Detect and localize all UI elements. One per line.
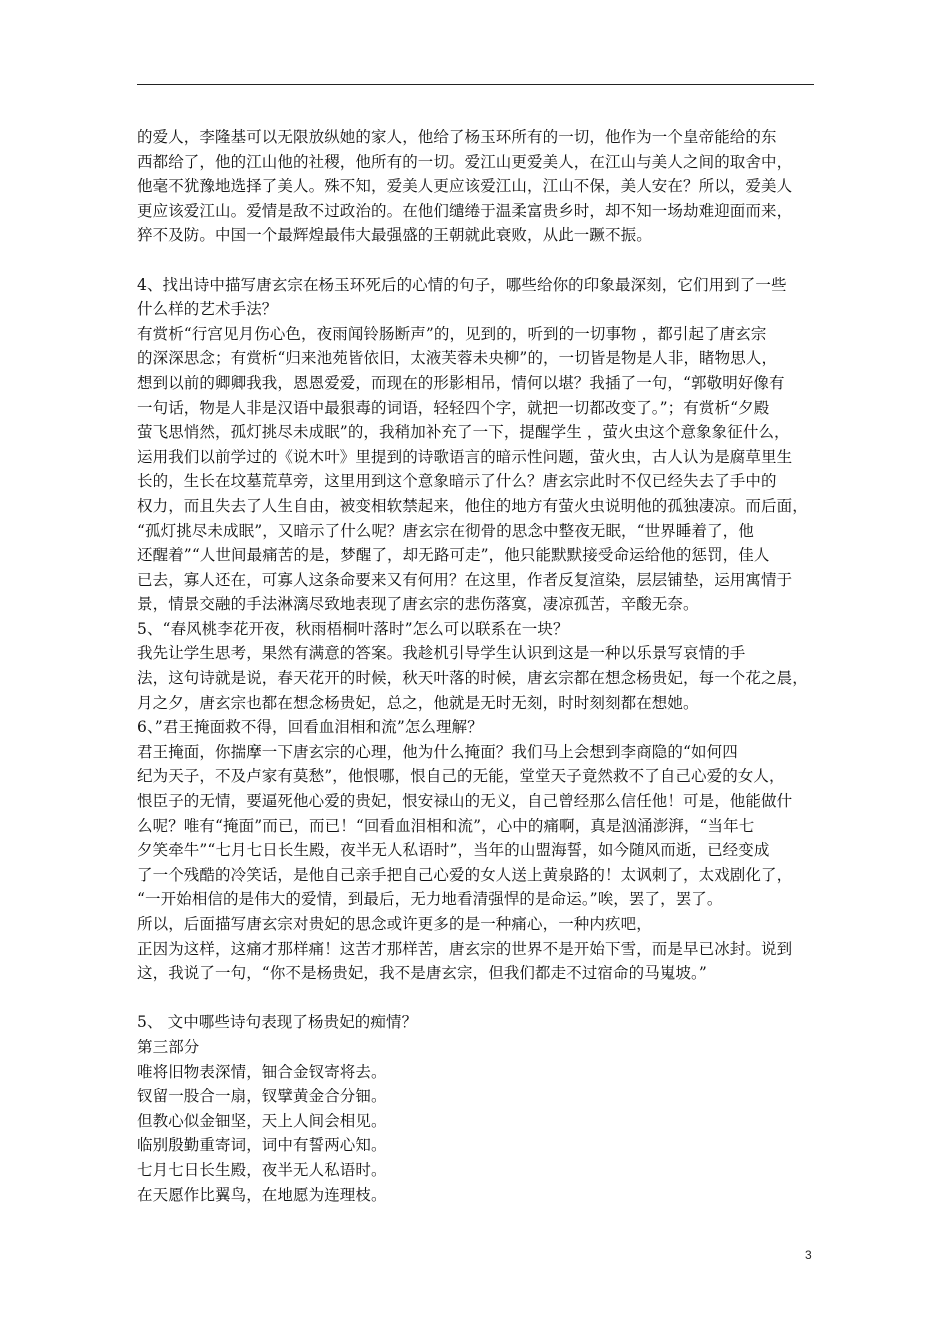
text-line: 这，我说了一句，“你不是杨贵妃，我不是唐玄宗，但我们都走不过宿命的马嵬坡。” bbox=[137, 964, 707, 983]
header-rule bbox=[137, 84, 814, 85]
text-line: 了一个残酷的冷笑话，是他自己亲手把自己心爱的女人送上黄泉路的！太讽刺了，太戏剧化了， bbox=[137, 865, 793, 884]
text-line: 更应该爱江山。爱情是敌不过政治的。在他们缱绻于温柔富贵乡时，却不知一场劫难迎面而来， bbox=[137, 201, 793, 220]
question-heading: 4、找出诗中描写唐玄宗在杨玉环死后的心情的句子，哪些给你的印象最深刻，它们用到了一些 bbox=[137, 275, 787, 294]
text-line: 君王掩面，你揣摩一下唐玄宗的心理，他为什么掩面？我们马上会想到李商隐的“如何四 bbox=[137, 742, 738, 761]
question-heading: 5、“春风桃李花开夜，秋雨梧桐叶落时”怎么可以联系在一块？ bbox=[137, 619, 569, 638]
text-line: 所以，后面描写唐玄宗对贵妃的思念或许更多的是一种痛心，一种内疚吧， bbox=[137, 915, 652, 933]
text-line: “孤灯挑尽未成眠”，又暗示了什么呢？唐玄宗在彻骨的思念中整夜无眠，“世界睡着了，他 bbox=[137, 521, 754, 540]
text-line: 西都给了，他的江山他的社稷，他所有的一切。爱江山更爱美人，在江山与美人之间的取舍中， bbox=[137, 152, 793, 171]
poem-line: 但教心似金钿坚，天上人间会相见。 bbox=[137, 1111, 387, 1130]
poem-line: 唯将旧物表深情，钿合金钗寄将去。 bbox=[137, 1062, 387, 1081]
page-number: 3 bbox=[805, 1248, 812, 1262]
text-line: 恨臣子的无情，要逼死他心爱的贵妃，恨安禄山的无义，自己曾经那么信任他！可是，他能做什 bbox=[137, 792, 793, 811]
poem-line: 在天愿作比翼鸟，在地愿为连理枝。 bbox=[137, 1185, 387, 1204]
text-line: 还醒着”“人世间最痛苦的是，梦醒了，却无路可走”，他只能默默接受命运给他的惩罚，佳人 bbox=[137, 546, 770, 565]
poem-line: 钗留一股合一扇，钗擘黄金合分钿。 bbox=[137, 1087, 387, 1106]
text-line: 萤飞思悄然，孤灯挑尽未成眠”的，我稍加补充了一下，提醒学生 ，萤火虫这个意象象征什么， bbox=[137, 423, 790, 442]
text-line: 月之夕，唐玄宗也都在想念杨贵妃，总之，他就是无时无刻，时时刻刻都在想她。 bbox=[137, 693, 699, 712]
question-heading: 6、”君王掩面救不得，回看血泪相和流”怎么理解？ bbox=[137, 718, 483, 737]
text-line: “一开始相信的是伟大的爱情，到最后，无力地看清强悍的是命运。”唉，罢了，罢了。 bbox=[137, 890, 723, 909]
text-line: 有赏析“行宫见月伤心色，夜雨闻铃肠断声”的，见到的，听到的一切事物 ，都引起了唐玄宗 bbox=[137, 324, 767, 343]
document-body bbox=[137, 125, 817, 1207]
section-label: 第三部分 bbox=[137, 1037, 200, 1056]
text-line: 运用我们以前学过的《说木叶》里提到的诗歌语言的暗示性问题，萤火虫，古人认为是腐草里生 bbox=[137, 447, 793, 466]
text-line: 法，这句诗就是说，春天花开的时候，秋天叶落的时候，唐玄宗都在想念杨贵妃，每一个花之晨， bbox=[137, 669, 808, 688]
text-line: 的深深思念；有赏析“归来池苑皆依旧，太液芙蓉未央柳”的，一切皆是物是人非，睹物思人， bbox=[137, 349, 778, 368]
text-line: 一句话，物是人非是汉语中最狠毒的词语，轻轻四个字，就把一切都改变了。”；有赏析“夕殿 bbox=[137, 398, 770, 417]
text-line: 夕笑牵牛”“七月七日长生殿，夜半无人私语时”，当年的山盟海誓，如今随风而逝，已经变成 bbox=[137, 841, 770, 860]
text-line: 么呢？唯有“掩面”而已，而已！“回看血泪相和流”，心中的痛啊，真是汹涌澎湃，“当年七 bbox=[137, 816, 755, 835]
text-line: 权力，而且失去了人生自由，被变相软禁起来，他住的地方有萤火虫说明他的孤独凄凉。而后面， bbox=[137, 496, 808, 515]
text-line: 什么样的艺术手法？ bbox=[137, 300, 278, 319]
text-line: 长的，生长在坟墓荒草旁，这里用到这个意象暗示了什么？唐玄宗此时不仅已经失去了手中的 bbox=[137, 472, 777, 491]
text-line: 我先让学生思考，果然有满意的答案。我趁机引导学生认识到这是一种以乐景写哀情的手 bbox=[137, 644, 746, 663]
text-line: 正因为这样，这痛才那样痛！这苦才那样苦，唐玄宗的世界不是开始下雪，而是早已冰封。说到 bbox=[137, 939, 793, 958]
poem-line: 七月七日长生殿，夜半无人私语时。 bbox=[137, 1160, 387, 1179]
paragraph-gap bbox=[137, 248, 817, 273]
question-heading: 5、 文中哪些诗句表现了杨贵妃的痴情？ bbox=[137, 1013, 418, 1032]
paragraph-gap bbox=[137, 986, 817, 1011]
text-line: 的爱人，李隆基可以无限放纵她的家人，他给了杨玉环所有的一切，他作为一个皇帝能给的东 bbox=[137, 128, 777, 146]
text-line: 他毫不犹豫地选择了美人。殊不知，爱美人更应该爱江山，江山不保，美人安在？所以，爱美人 bbox=[137, 177, 793, 196]
text-line: 景，情景交融的手法淋漓尽致地表现了唐玄宗的悲伤落寞，凄凉孤苦，辛酸无奈。 bbox=[137, 595, 699, 614]
text-line: 猝不及防。中国一个最辉煌最伟大最强盛的王朝就此衰败，从此一蹶不振。 bbox=[137, 226, 652, 245]
text-line: 已去，寡人还在，可寡人这条命要来又有何用？在这里，作者反复渲染，层层铺垫，运用寓情于 bbox=[137, 570, 793, 589]
text-line: 纪为天子，不及卢家有莫愁”，他恨哪，恨自己的无能，堂堂天子竟然救不了自己心爱的女人， bbox=[137, 767, 785, 786]
text-line: 想到以前的卿卿我我，恩恩爱爱，而现在的形影相吊，情何以堪？我插了一句，“郭敬明好像有 bbox=[137, 373, 785, 392]
poem-line: 临别殷勤重寄词，词中有誓两心知。 bbox=[137, 1136, 387, 1155]
